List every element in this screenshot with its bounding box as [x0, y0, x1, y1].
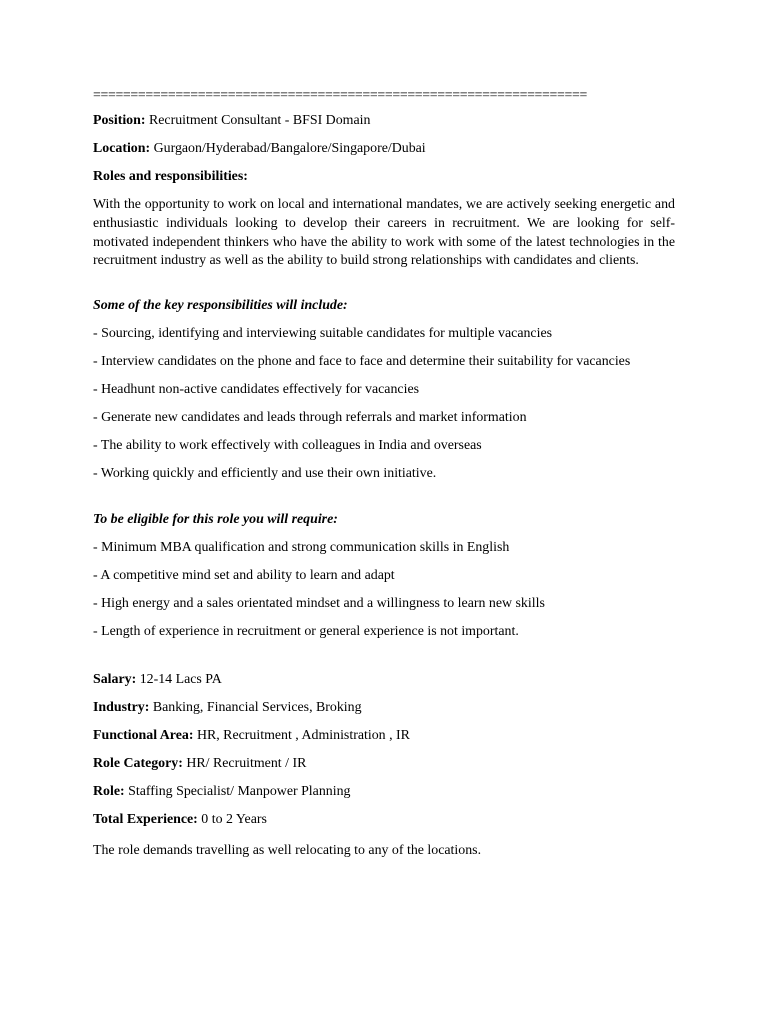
list-item: - Interview candidates on the phone and face to face and determine their suitability for vacancies	[93, 354, 631, 370]
role-field	[93, 783, 675, 802]
total-experience-label: Total Experience:	[93, 812, 198, 828]
position-value: Recruitment Consultant - BFSI Domain	[148, 113, 371, 128]
position-label: Position:	[93, 113, 146, 128]
total-experience-field	[93, 811, 675, 830]
location-value: Gurgaon/Hyderabad/Bangalore/Singapore/Dubai	[153, 141, 426, 156]
salary-value: 12-14 Lacs PA	[139, 672, 222, 688]
list-item: - High energy and a sales orientated mindset and a willingness to learn new skills	[93, 596, 545, 612]
role-category-value: HR/ Recruitment / IR	[186, 756, 307, 772]
job-posting-document	[93, 88, 675, 860]
functional-area-field	[93, 727, 675, 746]
closing-note: The role demands travelling as well relocating to any of the locations.	[93, 842, 482, 858]
list-item: - A competitive mind set and ability to learn and adapt	[93, 568, 395, 584]
list-item: - The ability to work effectively with colleagues in India and overseas	[93, 438, 482, 454]
eligibility-list	[93, 539, 675, 642]
separator-line: ==================================================================	[93, 88, 587, 103]
roles-heading: Roles and responsibilities:	[93, 169, 248, 184]
role-category-label: Role Category:	[93, 756, 183, 772]
position-field	[93, 112, 675, 131]
intro-paragraph: With the opportunity to work on local and international mandates, we are actively seeking energetic and enthusiastic individuals looking to develop their careers in recruitment. We are looking for self-motivated independent thinkers who have the ability to work with some of the latest technologies in the recruitment industry as well as the ability to build strong relationships with candidates and clients.	[93, 197, 675, 269]
list-item: - Minimum MBA qualification and strong communication skills in English	[93, 540, 510, 556]
list-item: - Working quickly and efficiently and use their own initiative.	[93, 466, 437, 482]
role-label: Role:	[93, 784, 125, 800]
industry-label: Industry:	[93, 700, 150, 716]
key-responsibilities-list	[93, 325, 675, 484]
role-category-field	[93, 755, 675, 774]
industry-field	[93, 699, 675, 718]
functional-area-value: HR, Recruitment , Administration , IR	[196, 728, 410, 744]
location-field	[93, 140, 675, 159]
list-item: - Generate new candidates and leads through referrals and market information	[93, 410, 527, 426]
eligibility-heading: To be eligible for this role you will require:	[93, 512, 338, 528]
role-value: Staffing Specialist/ Manpower Planning	[128, 784, 351, 800]
list-item: - Sourcing, identifying and interviewing suitable candidates for multiple vacancies	[93, 326, 553, 342]
list-item: - Length of experience in recruitment or general experience is not important.	[93, 624, 519, 640]
industry-value: Banking, Financial Services, Broking	[152, 700, 362, 716]
functional-area-label: Functional Area:	[93, 728, 194, 744]
salary-field	[93, 671, 675, 690]
location-label: Location:	[93, 141, 151, 156]
list-item: - Headhunt non-active candidates effectively for vacancies	[93, 382, 420, 398]
salary-label: Salary:	[93, 672, 137, 688]
key-responsibilities-heading: Some of the key responsibilities will include:	[93, 298, 348, 314]
total-experience-value: 0 to 2 Years	[201, 812, 267, 828]
